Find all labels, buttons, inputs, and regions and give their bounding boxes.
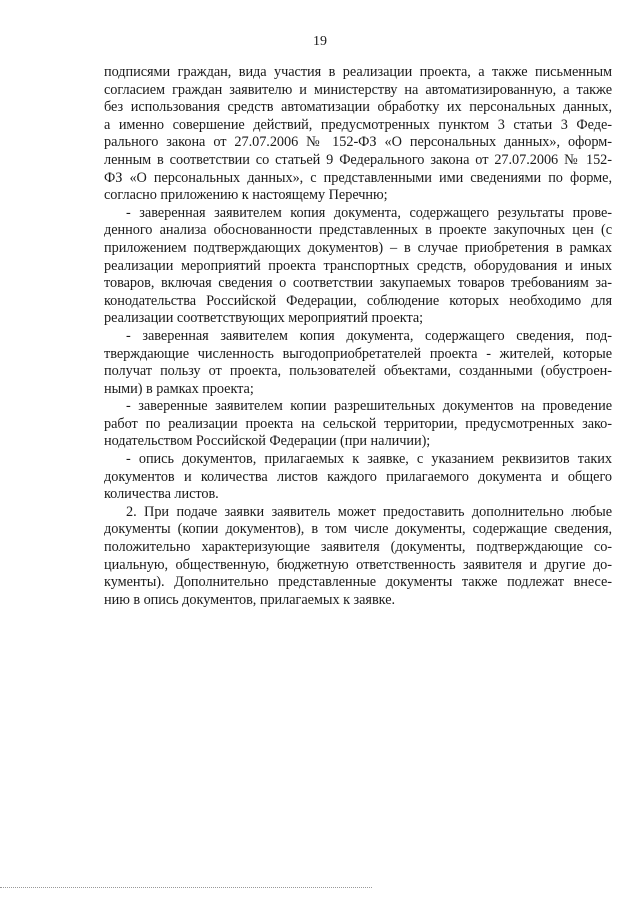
text-line: денного анализа обоснованности представленных в проекте закупочных цен (с bbox=[104, 222, 612, 239]
text-line: согласно приложению к настоящему Перечню; bbox=[104, 187, 388, 204]
text-line: а именно совершение действий, предусмотренных пунктом 3 статьи 3 Феде- bbox=[104, 116, 612, 133]
document-body bbox=[104, 64, 612, 609]
text-line: циальную, общественную, бюджетную ответственность заявителя и другие до- bbox=[104, 556, 612, 573]
footer-divider bbox=[0, 887, 372, 888]
text-line: ФЗ «О персональных данных», с представленными ими сведениями по форме, bbox=[104, 169, 612, 186]
text-line: рального закона от 27.07.2006 № 152-ФЗ «О персональных данных», оформ- bbox=[104, 134, 612, 151]
paragraph-additional-documents bbox=[104, 504, 612, 610]
text-line: приложением подтверждающих документов) – в случае приобретения в рамках bbox=[104, 239, 612, 256]
text-line: нию в опись документов, прилагаемых к заявке. bbox=[104, 591, 396, 608]
text-line: - опись документов, прилагаемых к заявке, с указанием реквизитов таких bbox=[126, 451, 612, 468]
text-line: товаров, включая сведения о соответствии закупаемых товаров требованиям за- bbox=[104, 275, 612, 292]
text-line: ленным в соответствии со статьей 9 Федерального закона от 27.07.2006 № 152- bbox=[104, 151, 612, 168]
paragraph-price-analysis bbox=[104, 205, 612, 328]
text-line: получат пользу от проекта, пользователей объектами, созданными (обустроен- bbox=[104, 363, 612, 380]
text-line: 2. При подаче заявки заявитель может предоставить дополнительно любые bbox=[126, 503, 612, 520]
text-line: без использования средств автоматизации обработку их персональных данных, bbox=[104, 99, 612, 116]
text-line: работ по реализации проекта на сельской территории, предусмотренных зако- bbox=[104, 415, 612, 432]
text-line: - заверенная заявителем копия документа, содержащего сведения, под- bbox=[126, 327, 612, 344]
paragraph-document-inventory bbox=[104, 451, 612, 504]
paragraph-beneficiaries bbox=[104, 328, 612, 398]
text-line: количества листов. bbox=[104, 486, 219, 503]
text-line: конодательства Российской Федерации, соблюдение которых необходимо для bbox=[104, 292, 612, 309]
text-line: - заверенная заявителем копия документа, содержащего результаты прове- bbox=[126, 204, 612, 221]
text-line: тверждающие численность выгодоприобретателей проекта - жителей, которые bbox=[104, 345, 612, 362]
text-line: нодательством Российской Федерации (при наличии); bbox=[104, 433, 431, 450]
text-line: ными) в рамках проекта; bbox=[104, 380, 254, 397]
page-number: 19 bbox=[313, 34, 327, 49]
text-line: подписями граждан, вида участия в реализации проекта, а также письменным bbox=[104, 64, 612, 80]
text-line: реализации мероприятий проекта транспортных средств, оборудования и иных bbox=[104, 257, 612, 274]
text-line: документы (копии документов), в том числе документы, содержащие сведения, bbox=[104, 521, 612, 538]
paragraph-permits bbox=[104, 398, 612, 451]
text-line: кументы). Дополнительно представленные документы также подлежат внесе- bbox=[104, 574, 612, 591]
text-line: - заверенные заявителем копии разрешительных документов на проведение bbox=[126, 398, 612, 415]
text-line: документов и количества листов каждого прилагаемого документа и общего bbox=[104, 468, 612, 485]
text-line: положительно характеризующие заявителя (документы, подтверждающие со- bbox=[104, 539, 612, 556]
text-line: согласием граждан заявителю и министерству на автоматизированную, а также bbox=[104, 81, 612, 98]
paragraph-personal-data-consent bbox=[104, 64, 612, 205]
text-line: реализации соответствующих мероприятий проекта; bbox=[104, 310, 424, 327]
